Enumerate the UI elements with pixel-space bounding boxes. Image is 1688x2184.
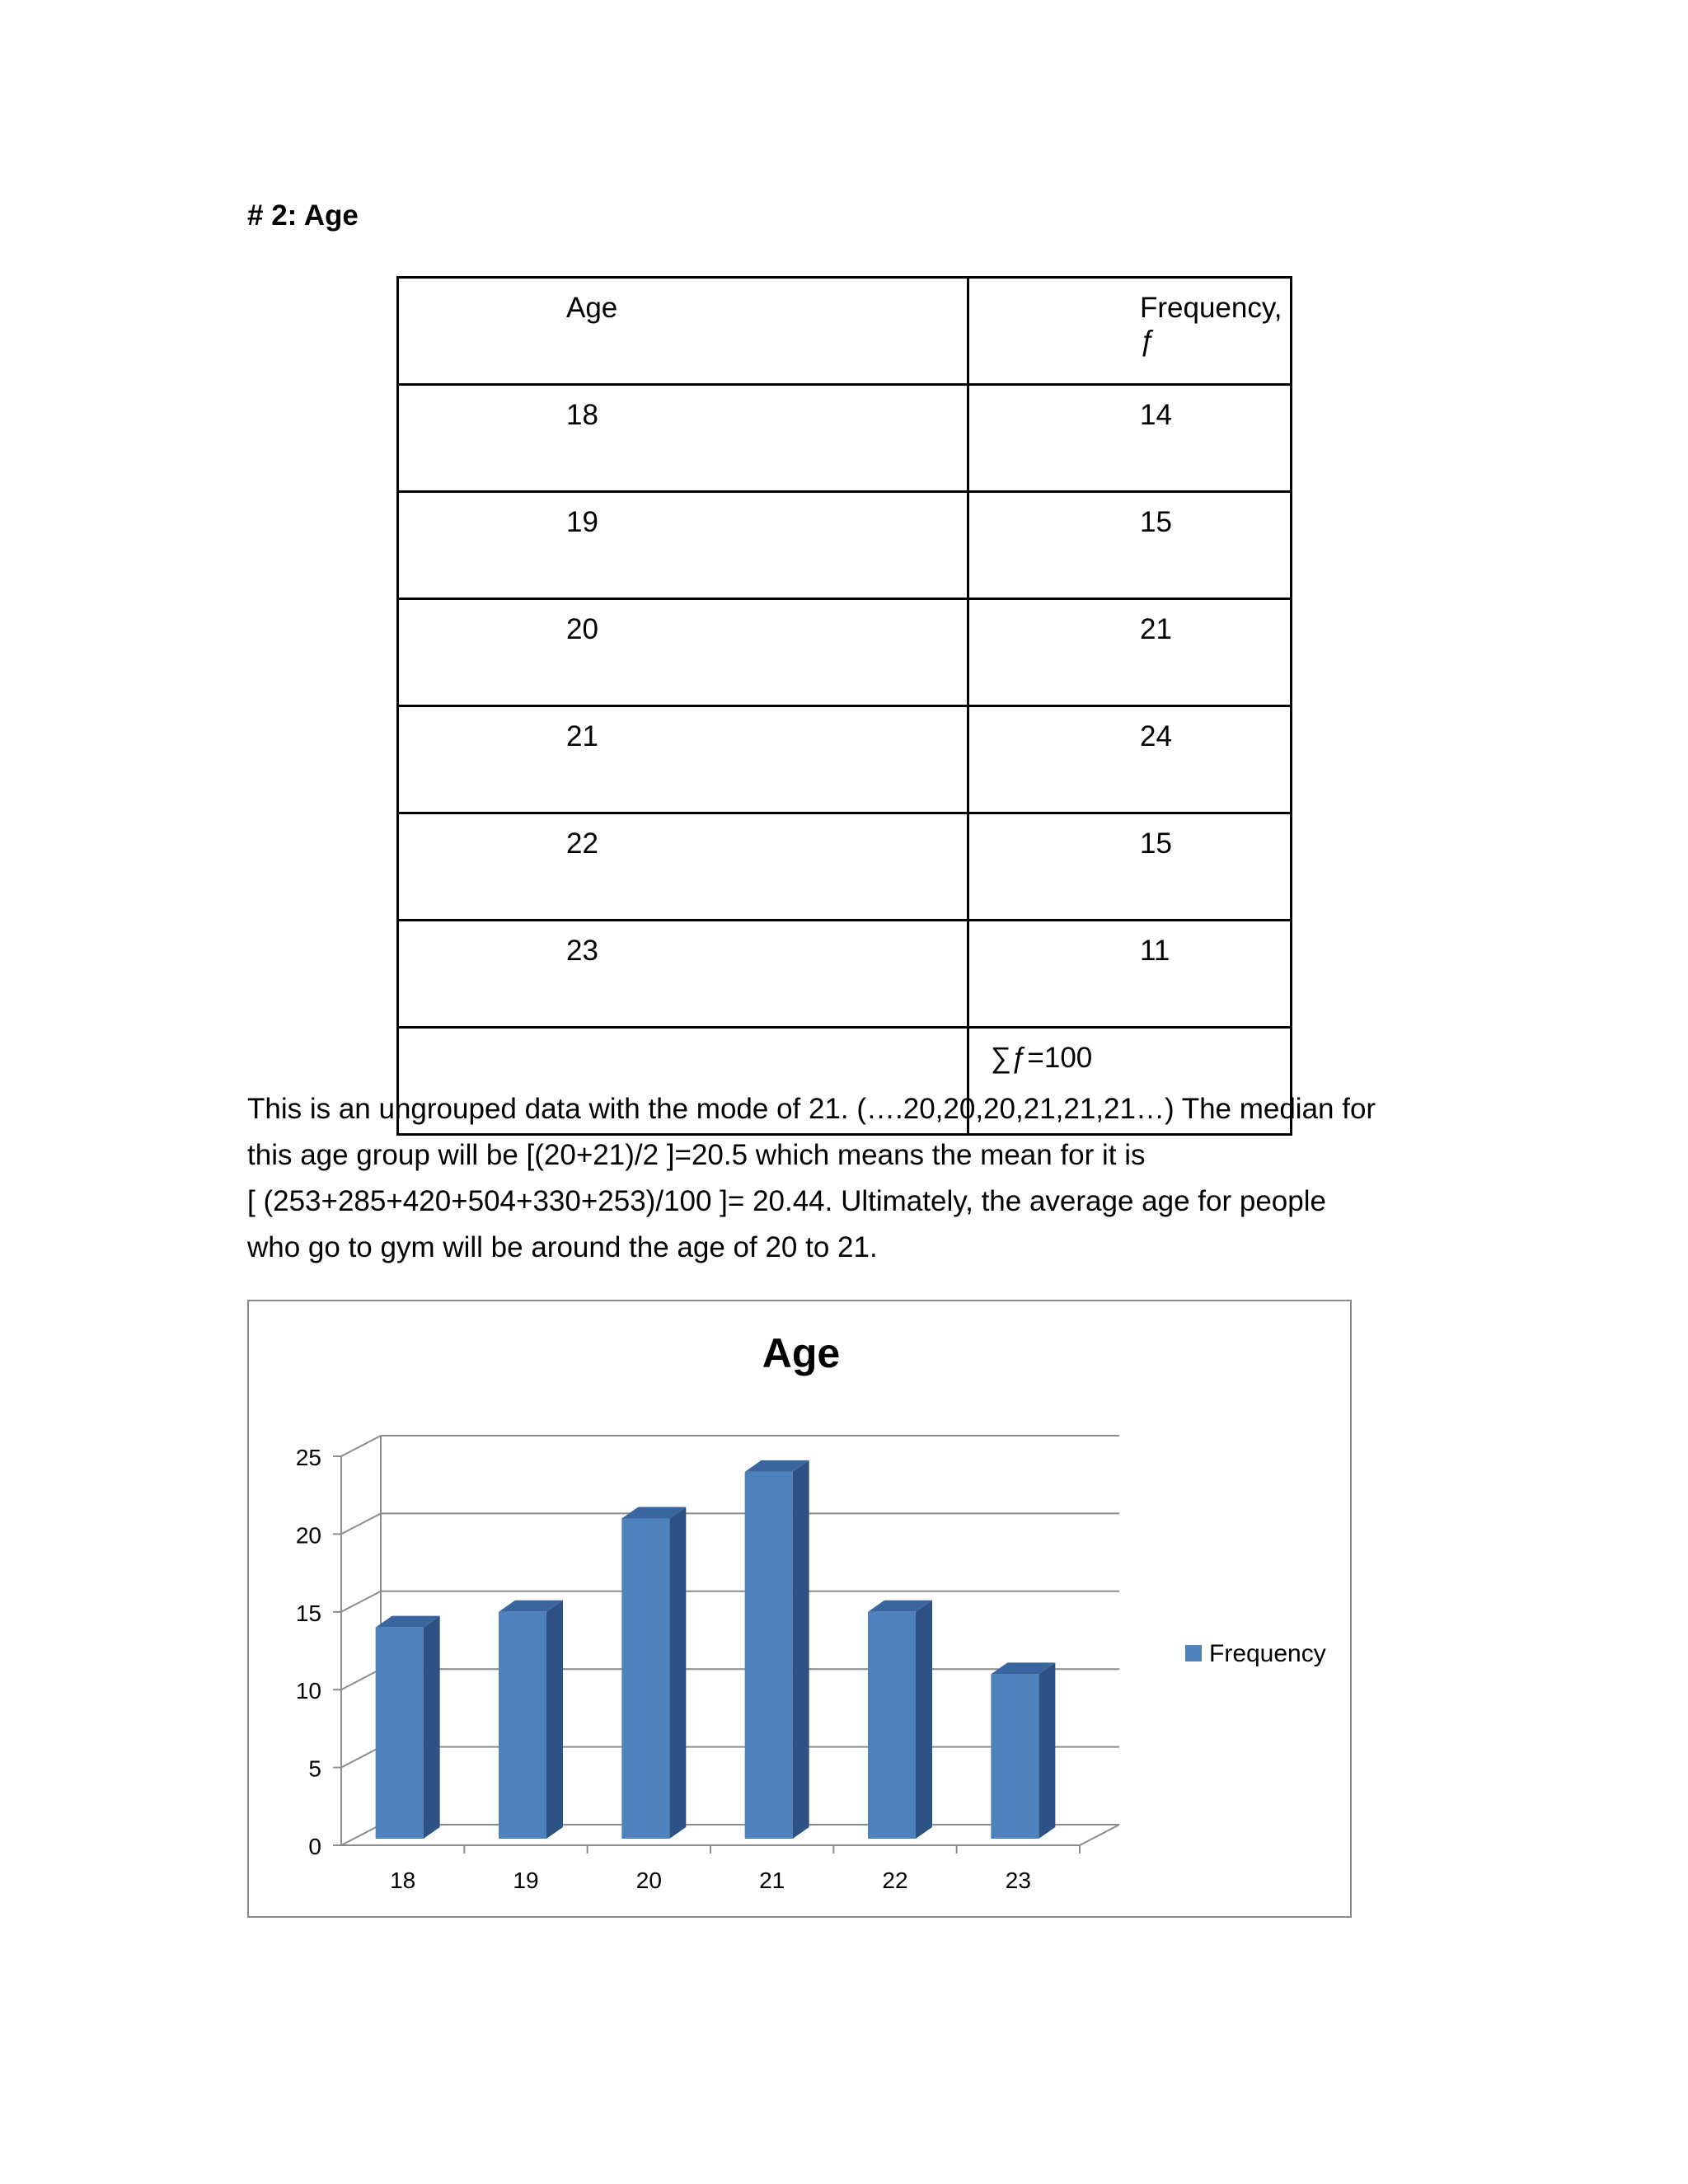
bar — [376, 1628, 424, 1839]
frequency-cell: 24 — [968, 706, 1292, 813]
gridline-diagonal — [341, 1669, 381, 1690]
y-tick-label: 20 — [295, 1522, 321, 1549]
x-tick-label: 20 — [635, 1868, 662, 1893]
paragraph-line: who go to gym will be around the age of 20 to 21. — [247, 1231, 878, 1263]
table-row — [398, 492, 1292, 599]
y-tick-label: 0 — [308, 1834, 321, 1859]
chart-title: Age — [762, 1330, 841, 1376]
x-tick-label: 18 — [390, 1868, 416, 1893]
frequency-cell: 21 — [968, 599, 1292, 706]
age-cell: 23 — [398, 921, 968, 1028]
age-chart — [247, 1300, 1352, 1918]
floor-edge — [1080, 1825, 1119, 1845]
age-cell: 18 — [398, 385, 968, 492]
x-tick-label: 19 — [513, 1868, 539, 1893]
legend-swatch — [1185, 1645, 1202, 1661]
section-heading: # 2: Age — [247, 199, 359, 232]
age-cell: 19 — [398, 492, 968, 599]
frequency-cell: 11 — [968, 921, 1292, 1028]
table-row — [398, 813, 1292, 921]
gridline-diagonal — [341, 1825, 381, 1845]
x-tick-label: 21 — [759, 1868, 785, 1893]
legend-label: Frequency — [1209, 1640, 1326, 1667]
paragraph-line: This is an ungrouped data with the mode of 21. (….20,20,20,21,21,21…) The median for — [247, 1093, 1376, 1125]
y-tick-label: 5 — [308, 1755, 321, 1782]
total-frequency-cell: ∑ƒ=100 — [968, 1028, 1292, 1135]
y-tick-label: 15 — [295, 1600, 321, 1626]
table-row — [398, 385, 1292, 492]
table-header-row — [398, 278, 1292, 385]
bar-side — [546, 1601, 563, 1839]
bar — [868, 1612, 916, 1839]
frequency-cell: 15 — [968, 492, 1292, 599]
gridline-diagonal — [341, 1747, 381, 1768]
frequency-header: Frequency, ƒ — [968, 278, 1292, 385]
y-tick-label: 25 — [295, 1445, 321, 1470]
y-tick-label: 10 — [295, 1678, 321, 1704]
gridline-diagonal — [341, 1436, 381, 1456]
paragraph-line: this age group will be [(20+21)/2 ]=20.5 which means the mean for it is — [247, 1139, 1146, 1171]
bar — [991, 1674, 1039, 1839]
age-cell: 22 — [398, 813, 968, 921]
age-cell: 21 — [398, 706, 968, 813]
bar — [499, 1612, 546, 1839]
bar-side — [793, 1460, 809, 1839]
age-header: Age — [398, 278, 968, 385]
frequency-cell: 15 — [968, 813, 1292, 921]
gridline-diagonal — [341, 1591, 381, 1612]
bar-side — [1039, 1662, 1055, 1839]
frequency-table — [396, 276, 1292, 1136]
paragraph-line: [ (253+285+420+504+330+253)/100 ]= 20.44. Ultimately, the average age for people — [247, 1185, 1326, 1217]
bar — [745, 1472, 793, 1839]
frequency-cell: 14 — [968, 385, 1292, 492]
age-cell: 20 — [398, 599, 968, 706]
table-row — [398, 921, 1292, 1028]
x-tick-label: 22 — [882, 1868, 908, 1893]
bar-side — [916, 1601, 932, 1839]
bar-side — [424, 1616, 440, 1839]
table-row — [398, 706, 1292, 813]
bar-side — [669, 1507, 686, 1839]
table-row — [398, 599, 1292, 706]
chart-svg — [249, 1301, 1353, 1919]
gridline-diagonal — [341, 1513, 381, 1534]
analysis-paragraph — [247, 1086, 1451, 1271]
bar — [621, 1519, 669, 1839]
x-tick-label: 23 — [1005, 1868, 1031, 1893]
